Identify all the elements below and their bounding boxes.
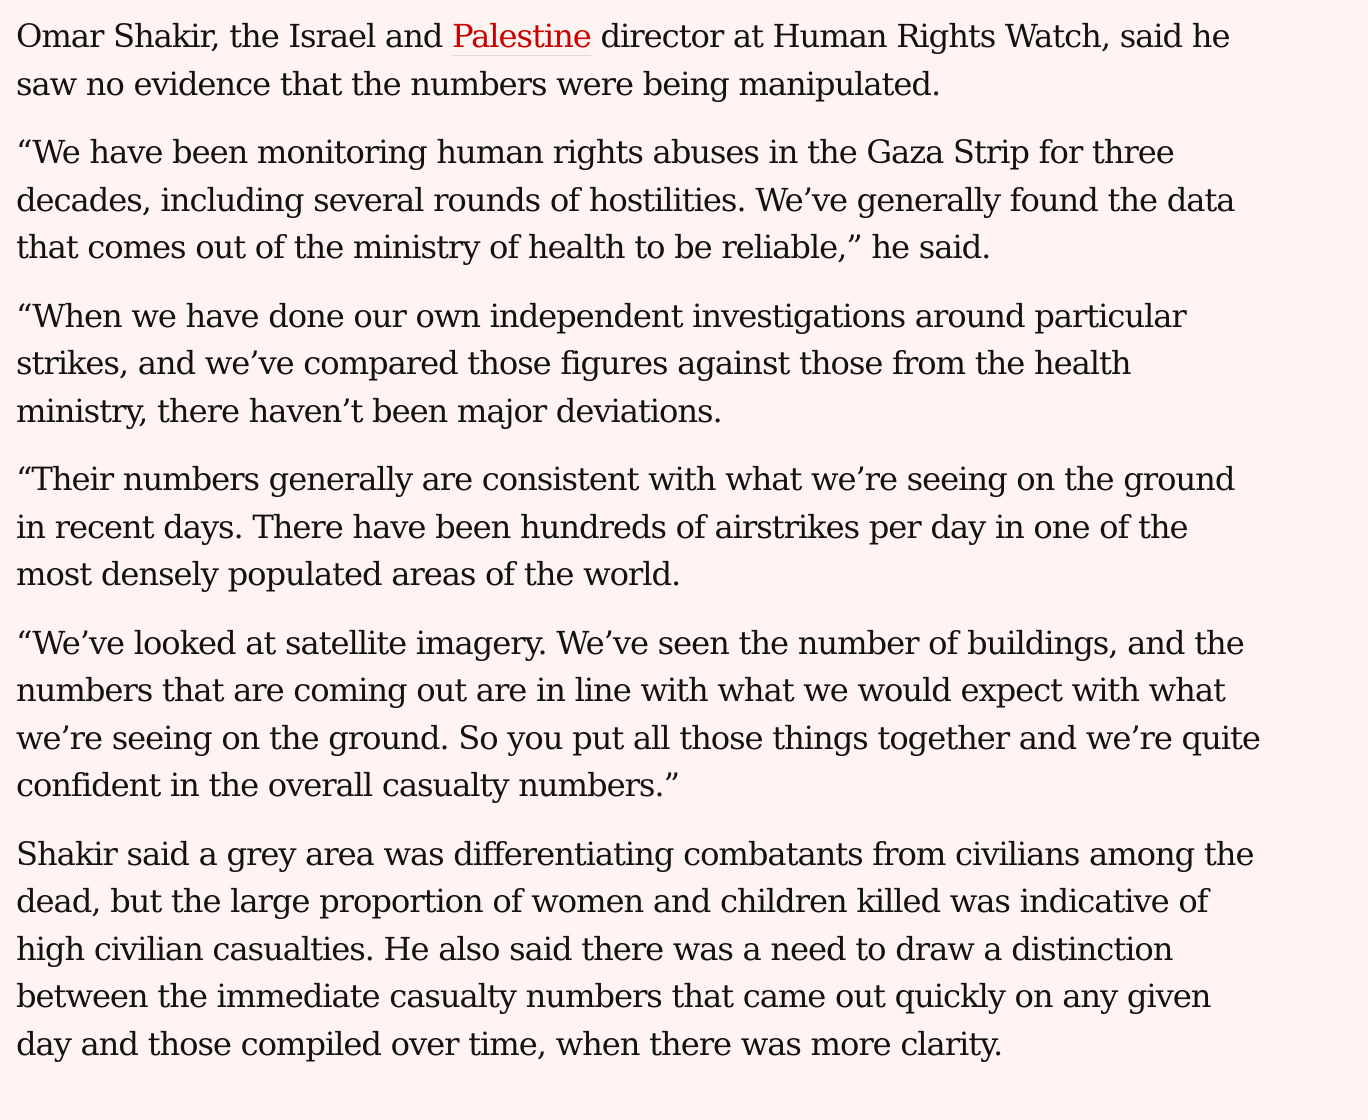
palestine-link[interactable]: Palestine — [451, 17, 591, 55]
paragraph-intro-after: director at Human Rights Watch, said he saw no evidence that the numbers were being manipulated. — [16, 17, 1230, 103]
paragraph-intro-before: Omar Shakir, the Israel and — [16, 17, 452, 55]
paragraph-quote-satellite: “We’ve looked at satellite imagery. We’ve seen the number of buildings, and the numbers that are coming out are in line with what we would expect with what we’re seeing on the ground. So you put all those things together and we’re quite confident in the overall casualty numbers.” — [16, 623, 1260, 804]
article-body — [16, 13, 1266, 1089]
paragraph-quote-numbers: “Their numbers generally are consistent with what we’re seeing on the ground in recent days. There have been hundreds of airstrikes per day in one of the most densely populated areas of the world. — [16, 460, 1235, 593]
paragraph-quote-investigations: “When we have done our own independent investigations around particular strikes, and we’ve compared those figures against those from the health ministry, there haven’t been major deviations. — [16, 296, 1186, 430]
paragraph-quote-monitoring: “We have been monitoring human rights abuses in the Gaza Strip for three decades, including several rounds of hostilities. We’ve generally found the data that comes out of the ministry of health to be reliable,” he said. — [16, 133, 1235, 266]
paragraph-intro — [16, 13, 1266, 108]
paragraph-grey-area: Shakir said a grey area was differentiating combatants from civilians among the dead, but the large proportion of women and children killed was indicative of high civilian casualties. He also said there was a need to draw a distinction between the immediate casualty numbers that came out quickly on any given day and those compiled over time, when there was more clarity. — [16, 834, 1254, 1063]
